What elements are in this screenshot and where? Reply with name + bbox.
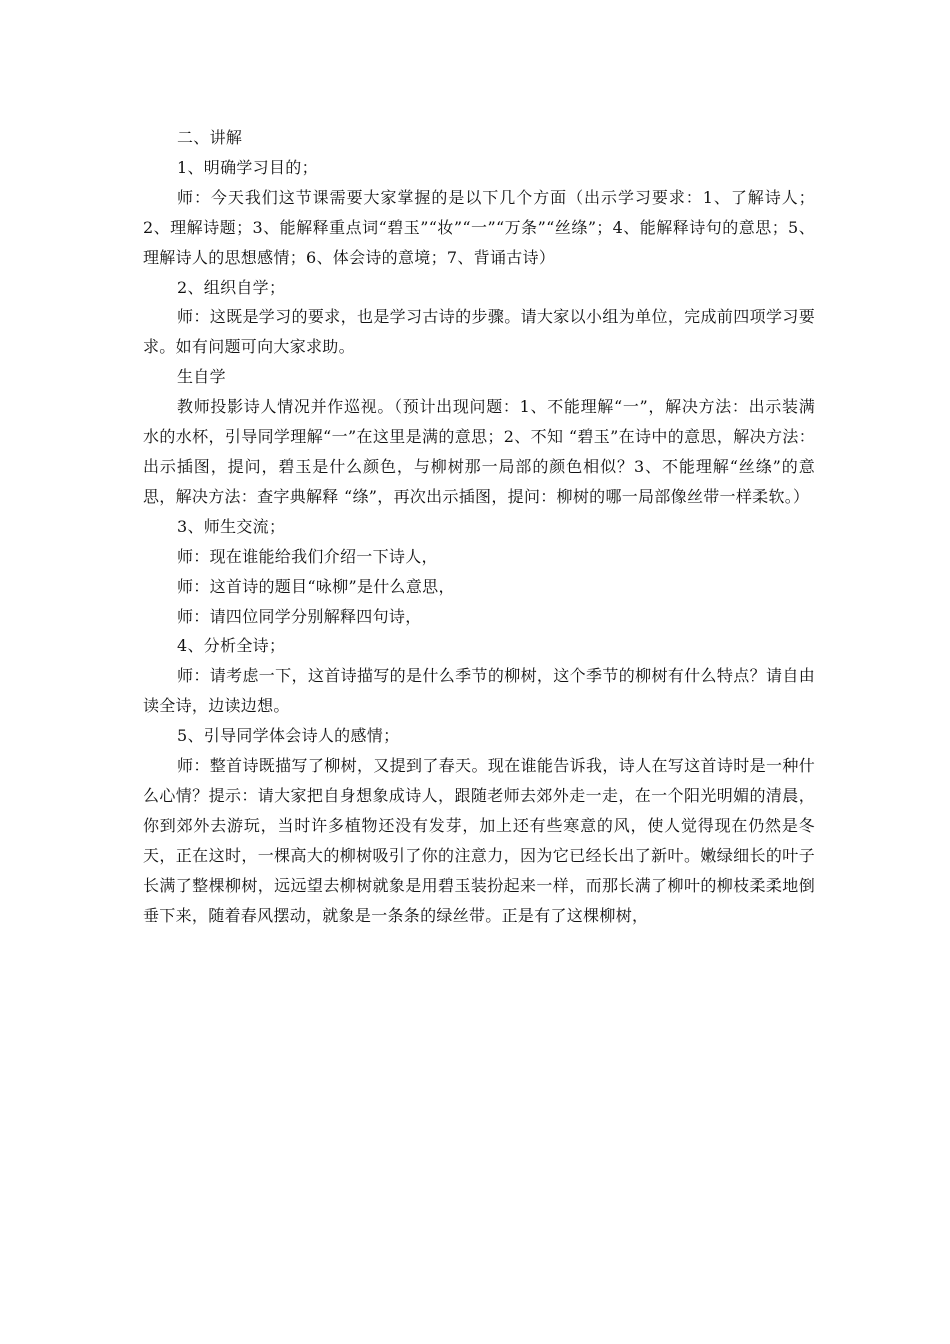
teacher-paragraph-season: 师：请考虑一下，这首诗描写的是什么季节的柳树，这个季节的柳树有什么特点？请自由读全诗，边读边想。: [143, 666, 815, 716]
section-heading-explanation: 二、讲解: [177, 128, 243, 147]
step-5-heading: 5、引导同学体会诗人的感情；: [177, 726, 400, 746]
teacher-line-explain: 师：请四位同学分别解释四句诗，: [177, 606, 422, 626]
step-1-heading: 1、明确学习目的；: [177, 157, 318, 177]
step-3-heading: 3、师生交流；: [177, 516, 286, 536]
teacher-line-poet: 师：现在谁能给我们介绍一下诗人，: [177, 546, 438, 566]
student-self-study: 生自学: [177, 367, 226, 387]
document-body: [143, 123, 815, 930]
teacher-line-title: 师：这首诗的题目“咏柳”是什么意思，: [177, 576, 455, 596]
step-4-heading: 4、分析全诗；: [177, 636, 286, 656]
teacher-paragraph-emotion: 师：整首诗既描写了柳树，又提到了春天。现在谁能告诉我，诗人在写这首诗时是一种什么心情？提示：请大家把自身想象成诗人，跟随老师去郊外走一走，在一个阳光明媚的清晨，你到郊外去游玩，当时许多植物还没有发芽，加上还有些寒意的风，使人觉得现在仍然是冬天，正在这时，一棵高大的柳树吸引了你的注意力，因为它已经长出了新叶。嫩绿细长的叶子长满了整棵柳树，远远望去柳树就象是用碧玉装扮起来一样，而那长满了柳叶的柳枝柔柔地倒垂下来，随着春风摆动，就象是一条条的绿丝带。正是有了这棵柳树，: [143, 756, 815, 925]
step-2-heading: 2、组织自学；: [177, 277, 286, 297]
teacher-paragraph-self-study: 师：这既是学习的要求，也是学习古诗的步骤。请大家以小组为单位，完成前四项学习要求。如有问题可向大家求助。: [143, 307, 815, 357]
teacher-projection-paragraph: 教师投影诗人情况并作巡视。（预计出现问题：1、不能理解“一”，解决方法：出示装满水的水杯，引导同学理解“一”在这里是满的意思；2、不知 “碧玉”在诗中的意思，解决方法：出示插图，提问，碧玉是什么颜色，与柳树那一局部的颜色相似？3、不能理解“丝绦”的意思，解决方法：查字典解释 “绦”，再次出示插图，提问：柳树的哪一局部像丝带一样柔软。）: [143, 397, 815, 506]
teacher-paragraph-goals: 师：今天我们这节课需要大家掌握的是以下几个方面（出示学习要求：1、了解诗人；2、理解诗题；3、能解释重点词“碧玉”“妆”“一”“万条”“丝绦”；4、能解释诗句的意思；5、理解诗人的思想感情；6、体会诗的意境；7、背诵古诗）: [143, 187, 815, 267]
